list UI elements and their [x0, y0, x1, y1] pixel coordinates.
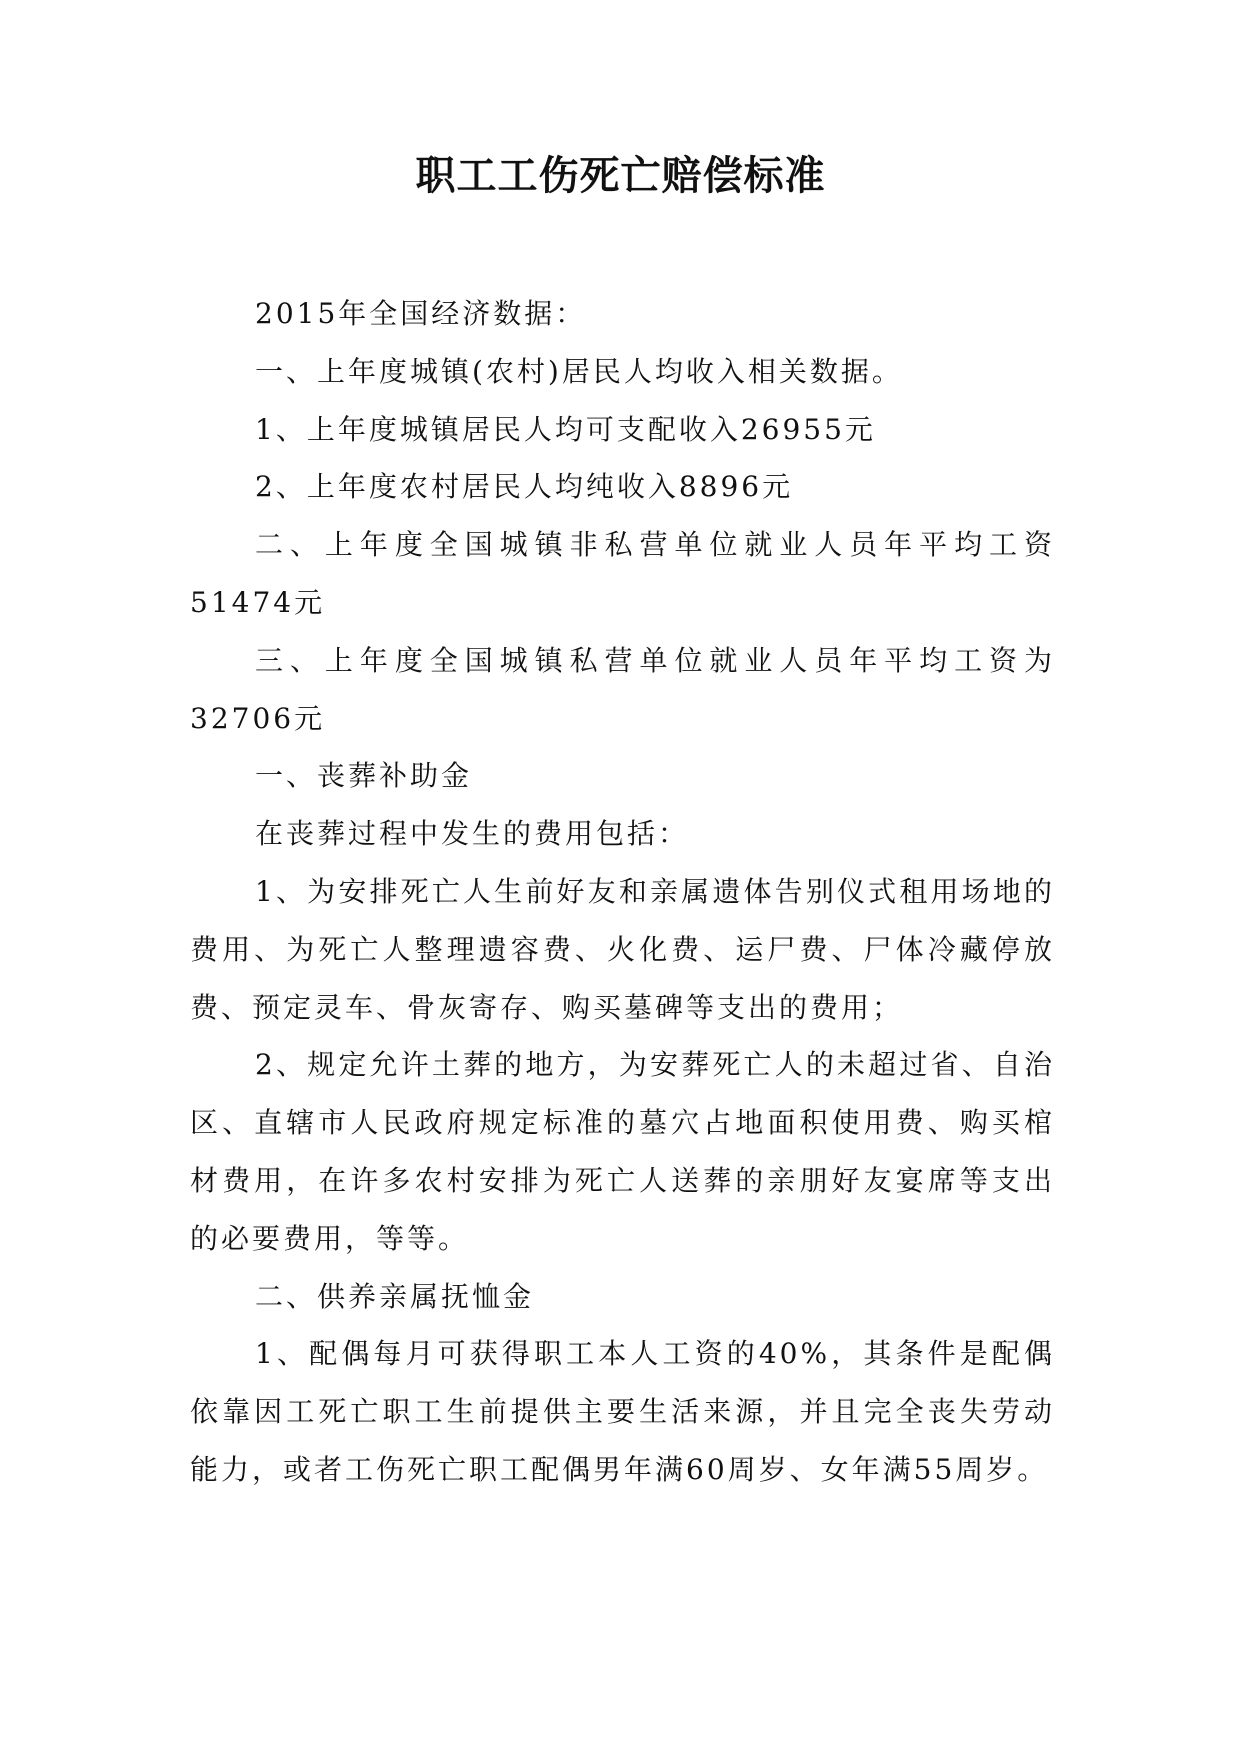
- paragraph: 2、上年度农村居民人均纯收入8896元: [255, 470, 794, 504]
- document-body: [190, 285, 1055, 1499]
- paragraph: 1、上年度城镇居民人均可支配收入26955元: [255, 412, 876, 446]
- paragraph: 在丧葬过程中发生的费用包括：: [255, 817, 690, 851]
- paragraph: 1、配偶每月可获得职工本人工资的40%，其条件是配偶依靠因工死亡职工生前提供主要生活来源，并且完全丧失劳动能力，或者工伤死亡职工配偶男年满60周岁、女年满55周岁。: [190, 1337, 1055, 1486]
- paragraph: 1、为安排死亡人生前好友和亲属遗体告别仪式租用场地的费用、为死亡人整理遗容费、火化费、运尸费、尸体冷藏停放费、预定灵车、骨灰寄存、购买墓碑等支出的费用；: [190, 874, 1055, 1024]
- document-title: 职工工伤死亡赔偿标准: [415, 152, 826, 199]
- paragraph: 三、上年度全国城镇私营单位就业人员年平均工资为32706元: [190, 643, 1055, 735]
- paragraph: 一、上年度城镇(农村)居民人均收入相关数据。: [255, 354, 903, 388]
- paragraph: 2015年全国经济数据：: [255, 297, 587, 330]
- paragraph: 二、上年度全国城镇非私营单位就业人员年平均工资51474元: [190, 528, 1055, 619]
- paragraph: 二、供养亲属抚恤金: [255, 1279, 535, 1313]
- paragraph: 2、规定允许土葬的地方，为安葬死亡人的未超过省、自治区、直辖市人民政府规定标准的墓穴占地面积使用费、购买棺材费用，在许多农村安排为死亡人送葬的亲朋好友宴席等支出的必要费用，等等。: [190, 1048, 1055, 1255]
- paragraph: 一、丧葬补助金: [255, 759, 473, 793]
